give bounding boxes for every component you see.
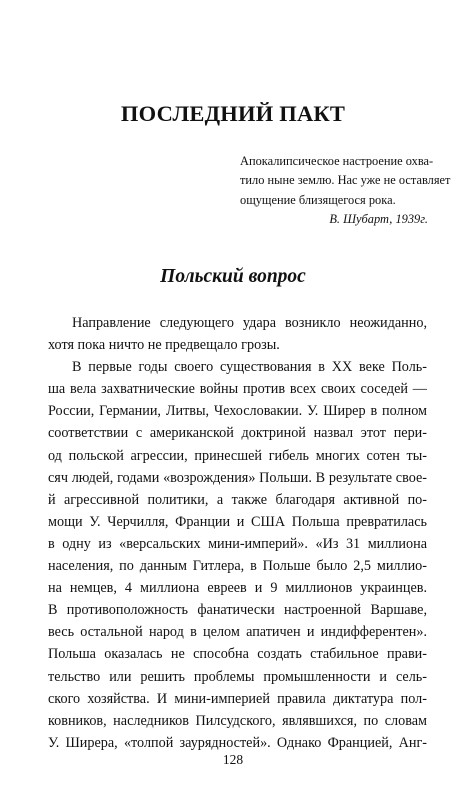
text-line: ского хозяйства. И мини-империей правила диктатура пол- bbox=[48, 690, 427, 707]
text-line: В противоположность фанатически настроенной Варшаве, bbox=[48, 602, 427, 619]
body-text bbox=[48, 312, 427, 754]
text-line: ша вела захватнические войны против всех своих соседей — bbox=[48, 381, 427, 398]
text-line: соответствии с американской доктриной назвал этот пери- bbox=[48, 425, 427, 442]
chapter-title: ПОСЛЕДНИЙ ПАКТ bbox=[120, 101, 346, 126]
epigraph-line: ощущение близящегося рока. bbox=[240, 192, 396, 207]
epigraph bbox=[240, 152, 451, 230]
paragraph bbox=[48, 356, 427, 754]
text-line: В первые годы своего существования в XX веке Поль- bbox=[72, 359, 427, 376]
text-line: России, Германии, Литвы, Чехословакии. У. Ширер в полном bbox=[48, 403, 427, 420]
text-line: весь остальной народ в целом апатичен и индифферентен». bbox=[48, 624, 427, 641]
text-line: У. Ширера, «толпой заурядностей». Однако Францией, Анг- bbox=[48, 734, 427, 751]
text-line: ковников, наследников Пилсудского, являвшихся, по словам bbox=[48, 712, 427, 729]
text-line: мощи У. Черчилля, Франции и США Польша превратилась bbox=[48, 513, 427, 530]
paragraph bbox=[48, 312, 427, 356]
text-line: й агрессивной политики, а также благодаря активной по- bbox=[48, 491, 427, 508]
text-line: сяч людей, годами «возрождения» Польши. В результате свое- bbox=[48, 469, 427, 486]
epigraph-line: Апокалипсическое настроение охва- bbox=[240, 154, 434, 168]
epigraph-line: тило ныне землю. Нас уже не оставляет bbox=[240, 173, 451, 188]
text-line: тельство или решить проблемы промышленности и сель- bbox=[48, 668, 427, 685]
text-line: в одну из «версальских мини-империй». «Из 31 миллиона bbox=[48, 535, 427, 552]
epigraph-text bbox=[240, 152, 451, 210]
text-line: населения, по данным Гитлера, в Польше было 2,5 миллио- bbox=[48, 558, 427, 575]
text-line: хотя пока ничто не предвещало грозы. bbox=[48, 337, 280, 354]
text-line: од польской агрессии, принесшей гибель многих сотен ты- bbox=[48, 447, 427, 464]
text-line: на немцев, 4 миллиона евреев и 9 миллионов украинцев. bbox=[48, 580, 427, 597]
page-number: 128 bbox=[222, 752, 244, 767]
epigraph-attribution: В. Шубарт, 1939г. bbox=[329, 212, 428, 227]
text-line: Направление следующего удара возникло неожиданно, bbox=[72, 315, 427, 331]
text-line: Польша оказалась не способна создать стабильное прави- bbox=[48, 646, 427, 663]
section-title: Польский вопрос bbox=[160, 266, 306, 287]
